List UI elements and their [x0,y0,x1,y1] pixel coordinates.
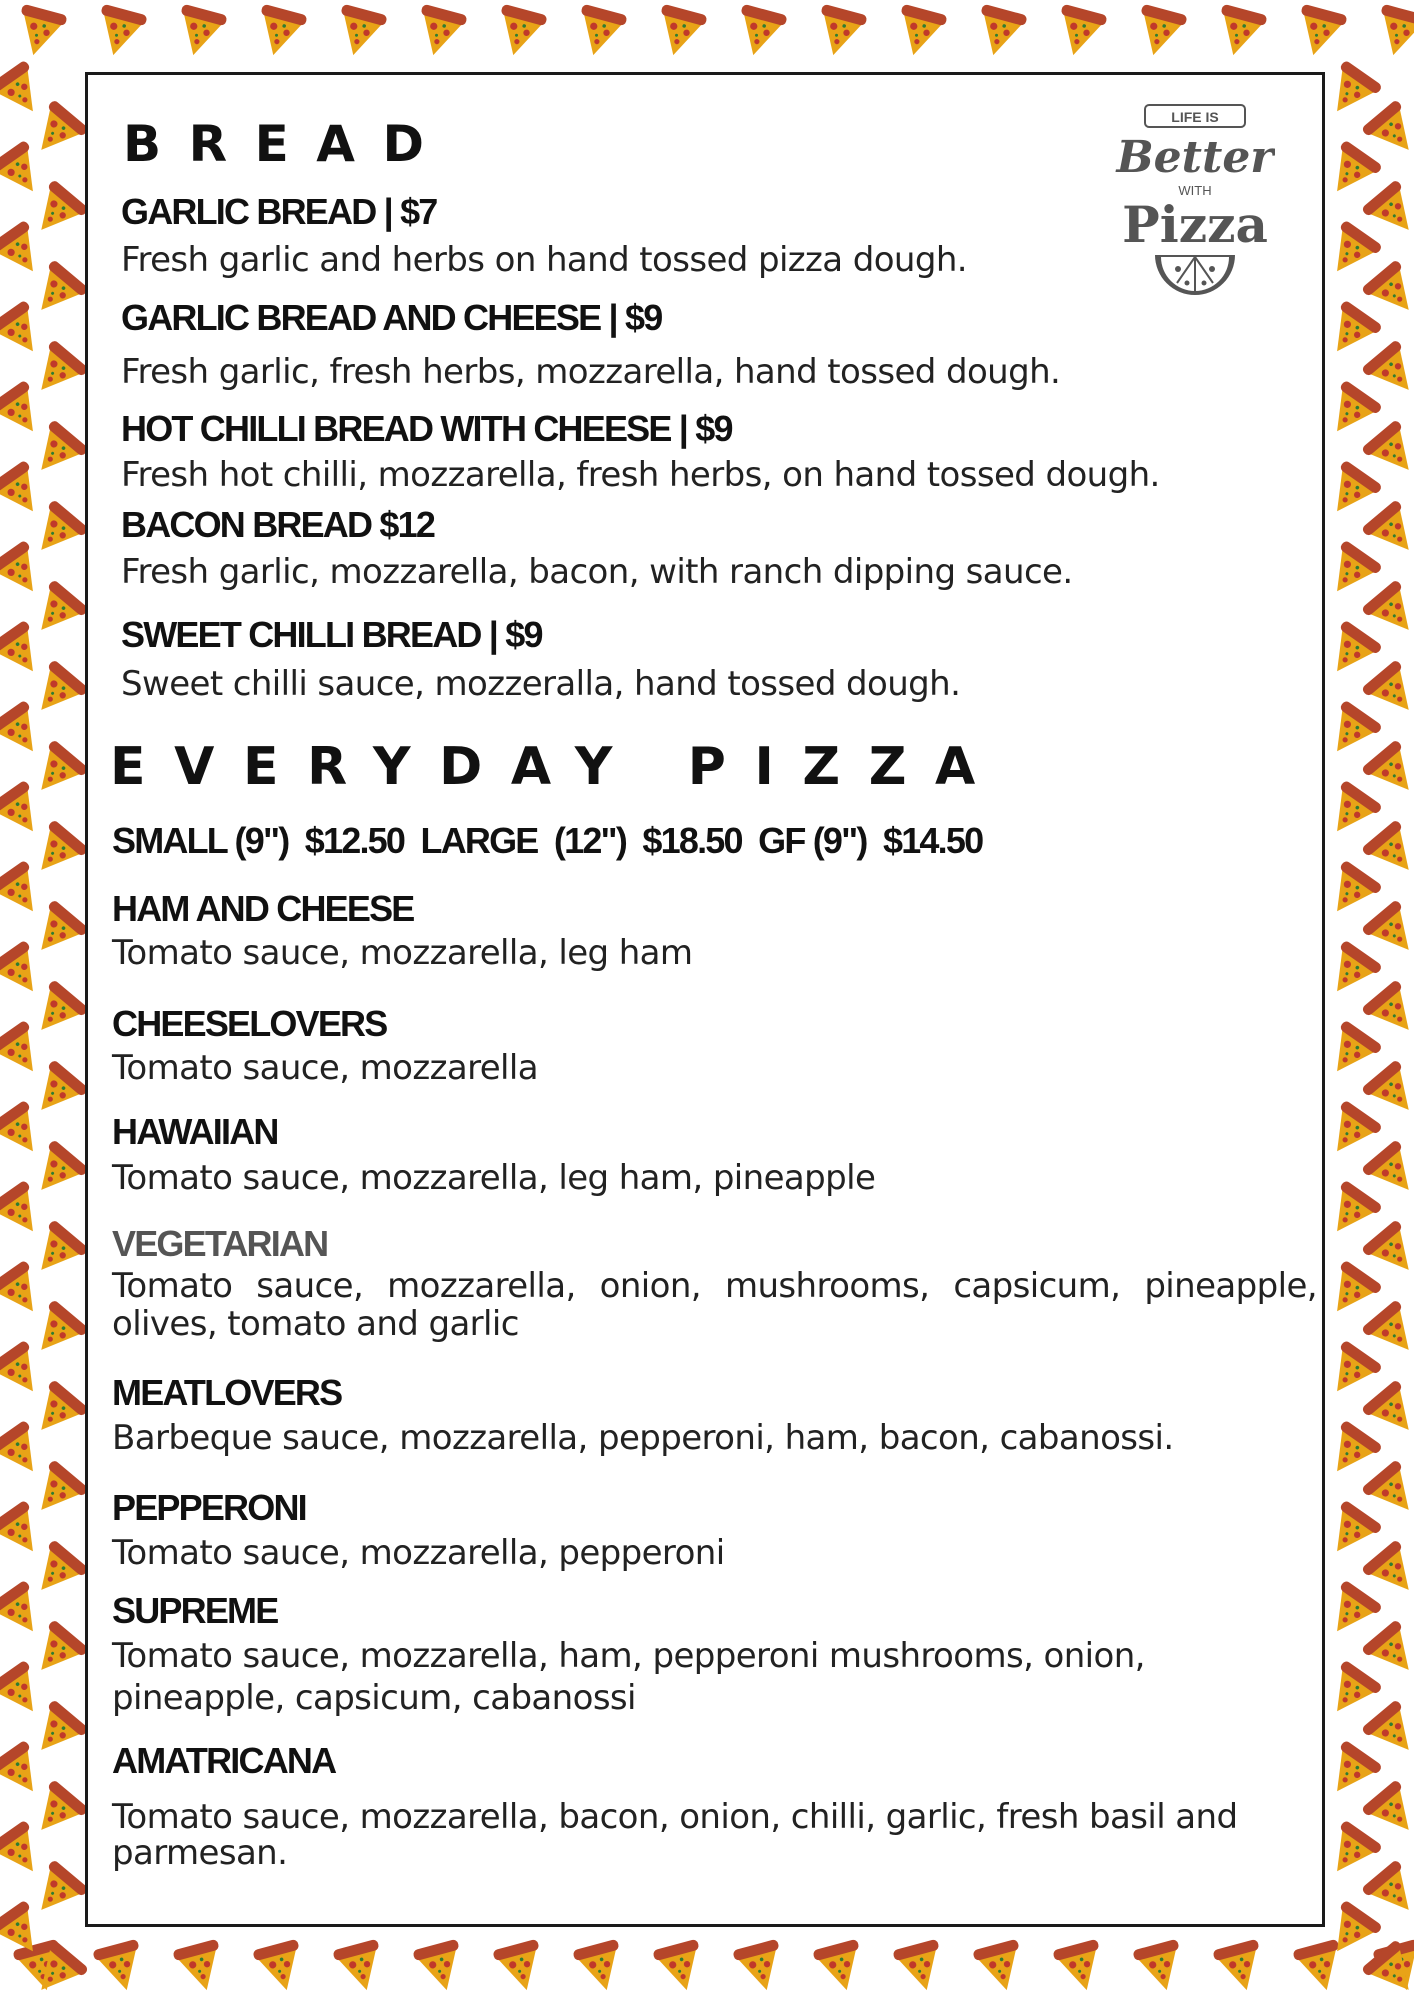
menu-panel [85,72,1325,1927]
badge-with: WITH [1178,183,1212,198]
menu-item-name: MEATLOVERS [112,1372,342,1413]
pizza-slice-icon [24,1139,89,1205]
menu-item-description: Sweet chilli sauce, mozzeralla, hand tossed dough. [121,664,961,704]
life-is-better-with-pizza-badge [1115,97,1275,302]
pizza-slice-icon [24,979,89,1045]
pizza-slice-icon [491,4,548,61]
pizza-slice-icon [1361,99,1414,165]
pizza-slice-icon [1361,899,1414,965]
bread-section-title: BREAD [123,115,452,173]
pizza-slice-icon [731,4,788,61]
pizza-slice-icon [0,1420,52,1485]
pizza-slice-icon [1361,339,1414,405]
pizza-slice-icon [24,1539,89,1605]
pizza-slice-icon [571,4,628,61]
pizza-slice-icon [971,4,1028,61]
pizza-slice-icon [0,620,52,685]
pizza-slice-icon [0,860,52,925]
pizza-slice-icon [1318,1580,1383,1645]
pizza-pie-icon [1155,255,1235,295]
pizza-slice-icon [0,1740,52,1805]
pizza-slice-icon [1318,1260,1383,1325]
menu-item-description: Fresh garlic, fresh herbs, mozzarella, hand tossed dough. [121,352,1061,392]
menu-item-name: AMATRICANA [112,1740,336,1781]
pizza-slice-icon [1318,1100,1383,1165]
menu-item-description: Tomato sauce, mozzarella, onion, mushrooms, capsicum, pineapple, olives, tomato and garlic [112,1266,1317,1344]
menu-item-name: HAWAIIAN [112,1111,278,1152]
pizza-slice-icon [1361,1779,1414,1845]
menu-item-description: Tomato sauce, mozzarella, ham, pepperoni mushrooms, onion, pineapple, capsicum, cabanossi [112,1636,1145,1718]
pizza-slice-icon [892,1939,949,1996]
pizza-slice-icon [251,4,308,61]
menu-item-description: Fresh hot chilli, mozzarella, fresh herbs, on hand tossed dough. [121,455,1160,495]
pizza-slice-icon [1361,819,1414,885]
pizza-slice-icon [24,99,89,165]
pizza-slice-icon [1051,4,1108,61]
pizza-slice-icon [652,1939,709,1996]
pizza-slice-icon [812,1939,869,1996]
menu-item-name: PEPPERONI [112,1487,306,1528]
pizza-slice-icon [1318,540,1383,605]
pizza-slice-icon [1318,140,1383,205]
pizza-slice-icon [24,499,89,565]
menu-item-name: BACON BREAD $12 [121,504,435,545]
pizza-slice-icon [1361,259,1414,325]
pizza-slice-icon [0,780,52,845]
pizza-slice-icon [0,1180,52,1245]
pizza-slice-icon [811,4,868,61]
pizza-slice-icon [1361,659,1414,725]
pizza-slice-icon [1361,1699,1414,1765]
pizza-slice-icon [24,1059,89,1125]
pizza-slice-icon [0,1340,52,1405]
menu-item-name: GARLIC BREAD | $7 [121,191,437,232]
pizza-slice-icon [412,1939,469,1996]
pizza-slice-icon [651,4,708,61]
pizza-slice-icon [91,4,148,61]
pizza-slice-icon [1361,1219,1414,1285]
pizza-slice-icon [24,1859,89,1925]
menu-item-description: Fresh garlic, mozzarella, bacon, with ranch dipping sauce. [121,552,1073,592]
pizza-slice-icon [0,380,52,445]
pizza-slice-icon [1318,60,1383,125]
pizza-slice-icon [1052,1939,1109,1996]
menu-item-description: Tomato sauce, mozzarella [112,1048,538,1088]
pizza-slice-icon [1318,1180,1383,1245]
pizza-slice-icon [1318,860,1383,925]
pizza-slice-icon [1132,1939,1189,1996]
pizza-slice-icon [1361,1139,1414,1205]
pizza-slice-icon [0,1500,52,1565]
pizza-slice-icon [1361,499,1414,565]
pizza-slice-icon [171,4,228,61]
pizza-slice-icon [1318,1500,1383,1565]
pizza-slice-icon [1318,1660,1383,1725]
pizza-slice-icon [732,1939,789,1996]
menu-item-description: Tomato sauce, mozzarella, leg ham [112,933,693,973]
pizza-slice-icon [1318,380,1383,445]
pizza-slice-icon [24,179,89,245]
menu-item-name: VEGETARIAN [112,1223,328,1264]
pizza-slice-icon [1361,1619,1414,1685]
pizza-slice-icon [1318,1420,1383,1485]
pizza-slice-icon [172,1939,229,1996]
pizza-slice-icon [1212,1939,1269,1996]
pizza-slice-icon [24,1779,89,1845]
pizza-slice-icon [24,1299,89,1365]
pizza-slice-icon [1211,4,1268,61]
pizza-slice-icon [0,540,52,605]
pizza-slice-icon [0,60,52,125]
menu-item-description: Tomato sauce, mozzarella, pepperoni [112,1533,725,1573]
pizza-slice-icon [411,4,468,61]
badge-life-is: LIFE IS [1171,109,1219,125]
menu-item-name: GARLIC BREAD AND CHEESE | $9 [121,297,662,338]
pizza-slice-icon [252,1939,309,1996]
pizza-slice-icon [24,899,89,965]
pizza-slice-icon [1361,1059,1414,1125]
pizza-slice-icon [1318,700,1383,765]
pizza-slice-icon [1371,4,1414,61]
menu-item-description: Fresh garlic and herbs on hand tossed pizza dough. [121,240,967,280]
pizza-section-title: EVERYDAY PIZZA [110,737,1004,797]
pizza-slice-icon [24,819,89,885]
pizza-slice-icon [972,1939,1029,1996]
pizza-slice-icon [1361,739,1414,805]
pizza-slice-icon [572,1939,629,1996]
pizza-slice-icon [0,1820,52,1885]
badge-pizza: Pizza [1122,195,1268,254]
pizza-slice-icon [1318,620,1383,685]
pizza-slice-icon [0,700,52,765]
pizza-slice-icon [1318,780,1383,845]
pizza-slice-icon [24,1219,89,1285]
pizza-slice-icon [24,579,89,645]
pizza-slice-icon [1318,1340,1383,1405]
menu-item-name: CHEESELOVERS [112,1003,387,1044]
pizza-slice-icon [1361,179,1414,245]
pizza-slice-icon [24,739,89,805]
pizza-slice-icon [1318,220,1383,285]
pizza-slice-icon [492,1939,549,1996]
pizza-slice-icon [24,1379,89,1445]
badge-better: Better [1116,132,1274,183]
pizza-slice-icon [1361,1459,1414,1525]
menu-item-name: SUPREME [112,1590,278,1631]
pizza-slice-icon [331,4,388,61]
pizza-slice-icon [11,4,68,61]
pizza-slice-icon [0,300,52,365]
pizza-slice-icon [1361,1299,1414,1365]
pizza-slice-icon [1318,300,1383,365]
menu-item-description: Tomato sauce, mozzarella, bacon, onion, chilli, garlic, fresh basil and parmesan. [112,1797,1238,1873]
pizza-slice-icon [0,940,52,1005]
pizza-slice-icon [24,1619,89,1685]
pizza-slice-icon [1361,979,1414,1045]
menu-item-description: Barbeque sauce, mozzarella, pepperoni, ham, bacon, cabanossi. [112,1418,1174,1458]
pizza-slice-icon [24,419,89,485]
pizza-slice-icon [891,4,948,61]
pizza-slice-icon [0,1660,52,1725]
pizza-slice-icon [1361,1859,1414,1925]
pizza-slice-icon [24,259,89,325]
pizza-slice-icon [1318,1740,1383,1805]
pizza-slice-icon [24,339,89,405]
pizza-slice-icon [1291,4,1348,61]
pizza-slice-icon [1318,1820,1383,1885]
pizza-slice-icon [0,1580,52,1645]
menu-item-name: SWEET CHILLI BREAD | $9 [121,614,542,655]
pizza-slice-icon [0,1100,52,1165]
pizza-slice-icon [1318,460,1383,525]
pizza-slice-icon [1361,1379,1414,1445]
pizza-slice-icon [0,220,52,285]
pizza-slice-icon [0,460,52,525]
pizza-slice-icon [0,1020,52,1085]
pizza-slice-icon [1361,579,1414,645]
pizza-slice-icon [1361,1539,1414,1605]
pizza-slice-icon [1361,419,1414,485]
pizza-slice-icon [0,1260,52,1325]
pizza-slice-icon [1318,1020,1383,1085]
pizza-slice-icon [0,140,52,205]
pizza-slice-icon [332,1939,389,1996]
pizza-slice-icon [1131,4,1188,61]
menu-item-description: Tomato sauce, mozzarella, leg ham, pineapple [112,1158,876,1198]
pizza-size-prices: SMALL (9") $12.50 LARGE (12") $18.50 GF (9") $14.50 [112,820,983,861]
pizza-slice-icon [24,659,89,725]
pizza-slice-icon [24,1459,89,1525]
pizza-slice-icon [92,1939,149,1996]
menu-item-name: HOT CHILLI BREAD WITH CHEESE | $9 [121,408,732,449]
menu-item-name: HAM AND CHEESE [112,888,414,929]
pizza-slice-icon [24,1699,89,1765]
pizza-slice-icon [1318,940,1383,1005]
